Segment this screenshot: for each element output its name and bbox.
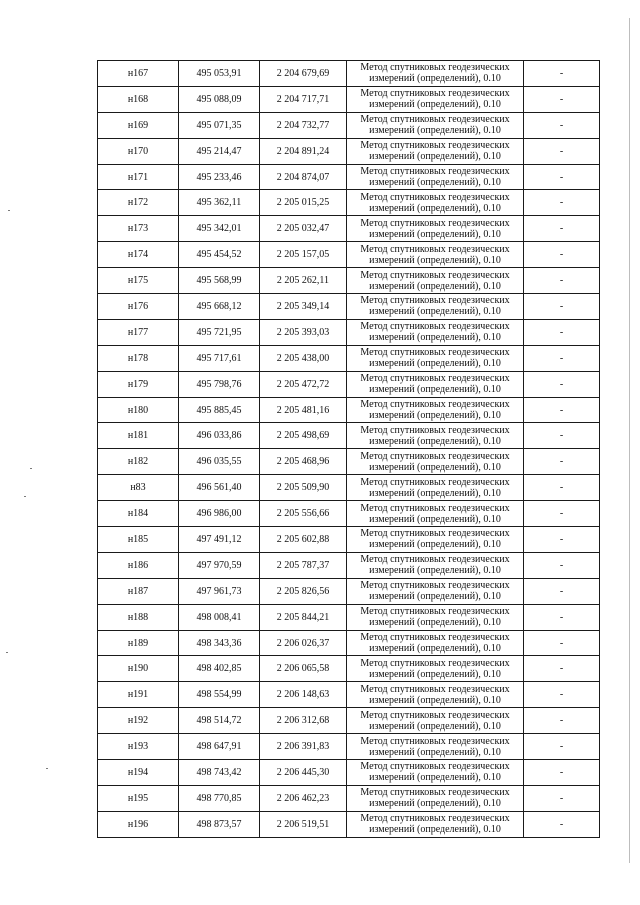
point-name-cell: н188 — [98, 604, 179, 630]
x-coordinate-cell: 496 033,86 — [179, 423, 260, 449]
method-text-line-1: Метод спутниковых геодезических — [360, 191, 510, 203]
x-coordinate-cell: 498 402,85 — [179, 656, 260, 682]
y-coordinate-cell: 2 205 556,66 — [260, 501, 347, 527]
point-name-cell: н194 — [98, 760, 179, 786]
point-name-cell: н195 — [98, 785, 179, 811]
method-text-line-1: Метод спутниковых геодезических — [360, 424, 510, 436]
method-cell — [347, 604, 524, 630]
x-coordinate-cell: 496 561,40 — [179, 475, 260, 501]
method-text-line-2: измерений (определений), 0.10 — [369, 125, 501, 137]
scan-speck — [24, 496, 26, 497]
method-text-line-1: Метод спутниковых геодезических — [360, 114, 510, 126]
table-row — [98, 552, 600, 578]
table-row — [98, 708, 600, 734]
note-cell: - — [524, 449, 600, 475]
y-coordinate-cell: 2 204 679,69 — [260, 61, 347, 87]
method-text-line-1: Метод спутниковых геодезических — [360, 166, 510, 177]
method-cell — [347, 552, 524, 578]
method-text-line-1: Метод спутниковых геодезических — [360, 554, 510, 566]
x-coordinate-cell: 498 343,36 — [179, 630, 260, 656]
table-row — [98, 682, 600, 708]
scan-speck — [30, 468, 32, 469]
point-name-cell: н169 — [98, 112, 179, 138]
method-text-line-1: Метод спутниковых геодезических — [360, 243, 510, 255]
method-cell — [347, 760, 524, 786]
y-coordinate-cell: 2 205 844,21 — [260, 604, 347, 630]
y-coordinate-cell: 2 205 472,72 — [260, 371, 347, 397]
table-row — [98, 294, 600, 320]
method-text-line-1: Метод спутниковых геодезических — [360, 295, 510, 307]
point-name-cell: н83 — [98, 475, 179, 501]
method-cell — [347, 319, 524, 345]
table-row — [98, 61, 600, 87]
y-coordinate-cell: 2 204 717,71 — [260, 86, 347, 112]
method-cell — [347, 371, 524, 397]
point-name-cell: н177 — [98, 319, 179, 345]
method-text-line-1: Метод спутниковых геодезических — [360, 269, 510, 281]
x-coordinate-cell: 498 647,91 — [179, 734, 260, 760]
y-coordinate-cell: 2 206 065,58 — [260, 656, 347, 682]
x-coordinate-cell: 495 362,11 — [179, 190, 260, 216]
method-text-line-2: измерений (определений), 0.10 — [369, 487, 501, 499]
x-coordinate-cell: 495 071,35 — [179, 112, 260, 138]
note-cell: - — [524, 475, 600, 501]
method-text-line-1: Метод спутниковых геодезических — [360, 502, 510, 514]
y-coordinate-cell: 2 204 732,77 — [260, 112, 347, 138]
note-cell: - — [524, 294, 600, 320]
point-name-cell: н173 — [98, 216, 179, 242]
method-text-line-2: измерений (определений), 0.10 — [369, 513, 501, 525]
x-coordinate-cell: 495 088,09 — [179, 86, 260, 112]
method-text-line-1: Метод спутниковых геодезических — [360, 88, 510, 100]
method-text-line-1: Метод спутниковых геодезических — [360, 217, 510, 229]
x-coordinate-cell: 498 554,99 — [179, 682, 260, 708]
table-row — [98, 760, 600, 786]
method-text-line-1: Метод спутниковых геодезических — [360, 580, 510, 592]
method-text-line-2: измерений (определений), 0.10 — [369, 772, 501, 784]
table-row — [98, 242, 600, 268]
point-name-cell: н168 — [98, 86, 179, 112]
method-text-line-2: измерений (определений), 0.10 — [369, 461, 501, 473]
note-cell: - — [524, 164, 600, 190]
point-name-cell: н191 — [98, 682, 179, 708]
y-coordinate-cell: 2 206 519,51 — [260, 811, 347, 837]
x-coordinate-cell: 495 454,52 — [179, 242, 260, 268]
point-name-cell: н178 — [98, 345, 179, 371]
method-text-line-2: измерений (определений), 0.10 — [369, 668, 501, 680]
method-cell — [347, 630, 524, 656]
note-cell: - — [524, 708, 600, 734]
method-text-line-1: Метод спутниковых геодезических — [360, 683, 510, 695]
method-cell — [347, 423, 524, 449]
method-text-line-1: Метод спутниковых геодезических — [360, 321, 510, 333]
method-text-line-1: Метод спутниковых геодезических — [360, 450, 510, 462]
method-text-line-1: Метод спутниковых геодезических — [360, 62, 510, 74]
y-coordinate-cell: 2 205 498,69 — [260, 423, 347, 449]
method-cell — [347, 164, 524, 190]
method-text-line-2: измерений (определений), 0.10 — [369, 824, 501, 836]
note-cell: - — [524, 242, 600, 268]
method-cell — [347, 190, 524, 216]
table-row — [98, 86, 600, 112]
method-text-line-1: Метод спутниковых геодезических — [360, 813, 510, 825]
note-cell: - — [524, 268, 600, 294]
method-text-line-1: Метод спутниковых геодезических — [360, 528, 510, 540]
table-row — [98, 501, 600, 527]
note-cell: - — [524, 319, 600, 345]
x-coordinate-cell: 495 798,76 — [179, 371, 260, 397]
method-text-line-1: Метод спутниковых геодезических — [360, 761, 510, 773]
method-text-line-1: Метод спутниковых геодезических — [360, 735, 510, 747]
method-cell — [347, 86, 524, 112]
method-cell — [347, 294, 524, 320]
x-coordinate-cell: 498 770,85 — [179, 785, 260, 811]
note-cell: - — [524, 397, 600, 423]
method-text-line-2: измерений (определений), 0.10 — [369, 565, 501, 577]
x-coordinate-cell: 495 053,91 — [179, 61, 260, 87]
method-cell — [347, 708, 524, 734]
table-row — [98, 319, 600, 345]
table-row — [98, 811, 600, 837]
note-cell: - — [524, 656, 600, 682]
method-text-line-2: измерений (определений), 0.10 — [369, 643, 501, 655]
point-name-cell: н187 — [98, 578, 179, 604]
y-coordinate-cell: 2 205 509,90 — [260, 475, 347, 501]
method-text-line-2: измерений (определений), 0.10 — [369, 746, 501, 758]
table-row — [98, 164, 600, 190]
method-text-line-1: Метод спутниковых геодезических — [360, 373, 510, 385]
method-cell — [347, 578, 524, 604]
x-coordinate-cell: 498 514,72 — [179, 708, 260, 734]
method-text-line-1: Метод спутниковых геодезических — [360, 709, 510, 721]
note-cell: - — [524, 371, 600, 397]
method-cell — [347, 242, 524, 268]
method-text-line-2: измерений (определений), 0.10 — [369, 798, 501, 810]
note-cell: - — [524, 86, 600, 112]
method-text-line-2: измерений (определений), 0.10 — [369, 332, 501, 344]
method-cell — [347, 656, 524, 682]
note-cell: - — [524, 682, 600, 708]
y-coordinate-cell: 2 205 032,47 — [260, 216, 347, 242]
method-text-line-2: измерений (определений), 0.10 — [369, 99, 501, 111]
note-cell: - — [524, 190, 600, 216]
note-cell: - — [524, 345, 600, 371]
scan-speck — [6, 652, 8, 653]
method-text-line-2: измерений (определений), 0.10 — [369, 694, 501, 706]
y-coordinate-cell: 2 205 468,96 — [260, 449, 347, 475]
table-row — [98, 423, 600, 449]
method-text-line-2: измерений (определений), 0.10 — [369, 177, 501, 188]
method-cell — [347, 112, 524, 138]
scan-edge-line — [629, 18, 630, 863]
point-name-cell: н175 — [98, 268, 179, 294]
y-coordinate-cell: 2 205 157,05 — [260, 242, 347, 268]
method-text-line-2: измерений (определений), 0.10 — [369, 384, 501, 396]
method-cell — [347, 397, 524, 423]
table-row — [98, 190, 600, 216]
y-coordinate-cell: 2 205 826,56 — [260, 578, 347, 604]
point-name-cell: н181 — [98, 423, 179, 449]
method-cell — [347, 216, 524, 242]
y-coordinate-cell: 2 206 462,23 — [260, 785, 347, 811]
method-text-line-2: измерений (определений), 0.10 — [369, 202, 501, 214]
method-cell — [347, 811, 524, 837]
scan-speck — [46, 768, 48, 769]
x-coordinate-cell: 495 717,61 — [179, 345, 260, 371]
point-name-cell: н170 — [98, 138, 179, 164]
x-coordinate-cell: 496 035,55 — [179, 449, 260, 475]
method-cell — [347, 682, 524, 708]
method-text-line-1: Метод спутниковых геодезических — [360, 399, 510, 411]
point-name-cell: н186 — [98, 552, 179, 578]
point-name-cell: н180 — [98, 397, 179, 423]
x-coordinate-cell: 498 008,41 — [179, 604, 260, 630]
point-name-cell: н182 — [98, 449, 179, 475]
point-name-cell: н192 — [98, 708, 179, 734]
note-cell: - — [524, 501, 600, 527]
table-row — [98, 656, 600, 682]
method-text-line-2: измерений (определений), 0.10 — [369, 254, 501, 266]
table-row — [98, 475, 600, 501]
method-text-line-2: измерений (определений), 0.10 — [369, 306, 501, 318]
method-cell — [347, 61, 524, 87]
note-cell: - — [524, 552, 600, 578]
method-cell — [347, 527, 524, 553]
x-coordinate-cell: 496 986,00 — [179, 501, 260, 527]
note-cell: - — [524, 578, 600, 604]
table-row — [98, 397, 600, 423]
table-row — [98, 630, 600, 656]
coordinates-table — [97, 60, 600, 838]
table-row — [98, 449, 600, 475]
table-row — [98, 734, 600, 760]
method-text-line-2: измерений (определений), 0.10 — [369, 151, 501, 163]
x-coordinate-cell: 495 885,45 — [179, 397, 260, 423]
y-coordinate-cell: 2 205 438,00 — [260, 345, 347, 371]
method-text-line-2: измерений (определений), 0.10 — [369, 280, 501, 292]
table-row — [98, 112, 600, 138]
table-row — [98, 578, 600, 604]
method-text-line-2: измерений (определений), 0.10 — [369, 73, 501, 85]
note-cell: - — [524, 527, 600, 553]
table-row — [98, 785, 600, 811]
y-coordinate-cell: 2 205 787,37 — [260, 552, 347, 578]
y-coordinate-cell: 2 206 312,68 — [260, 708, 347, 734]
note-cell: - — [524, 138, 600, 164]
scan-speck — [8, 210, 10, 211]
note-cell: - — [524, 630, 600, 656]
method-text-line-2: измерений (определений), 0.10 — [369, 410, 501, 422]
y-coordinate-cell: 2 205 481,16 — [260, 397, 347, 423]
point-name-cell: н193 — [98, 734, 179, 760]
table-row — [98, 527, 600, 553]
x-coordinate-cell: 497 961,73 — [179, 578, 260, 604]
method-cell — [347, 734, 524, 760]
x-coordinate-cell: 495 721,95 — [179, 319, 260, 345]
y-coordinate-cell: 2 206 026,37 — [260, 630, 347, 656]
y-coordinate-cell: 2 205 349,14 — [260, 294, 347, 320]
method-cell — [347, 449, 524, 475]
y-coordinate-cell: 2 204 874,07 — [260, 164, 347, 190]
point-name-cell: н184 — [98, 501, 179, 527]
point-name-cell: н174 — [98, 242, 179, 268]
note-cell: - — [524, 734, 600, 760]
coordinates-table-body — [98, 61, 600, 838]
note-cell: - — [524, 604, 600, 630]
x-coordinate-cell: 495 342,01 — [179, 216, 260, 242]
table-row — [98, 371, 600, 397]
point-name-cell: н190 — [98, 656, 179, 682]
y-coordinate-cell: 2 205 393,03 — [260, 319, 347, 345]
method-text-line-1: Метод спутниковых геодезических — [360, 787, 510, 799]
method-cell — [347, 345, 524, 371]
method-text-line-1: Метод спутниковых геодезических — [360, 347, 510, 359]
note-cell: - — [524, 811, 600, 837]
method-text-line-2: измерений (определений), 0.10 — [369, 539, 501, 551]
table-row — [98, 345, 600, 371]
method-cell — [347, 268, 524, 294]
x-coordinate-cell: 495 214,47 — [179, 138, 260, 164]
point-name-cell: н185 — [98, 527, 179, 553]
note-cell: - — [524, 216, 600, 242]
x-coordinate-cell: 498 873,57 — [179, 811, 260, 837]
method-text-line-2: измерений (определений), 0.10 — [369, 358, 501, 370]
method-cell — [347, 501, 524, 527]
method-text-line-2: измерений (определений), 0.10 — [369, 228, 501, 240]
method-text-line-1: Метод спутниковых геодезических — [360, 140, 510, 152]
point-name-cell: н179 — [98, 371, 179, 397]
y-coordinate-cell: 2 205 015,25 — [260, 190, 347, 216]
point-name-cell: н172 — [98, 190, 179, 216]
point-name-cell: н189 — [98, 630, 179, 656]
method-text-line-1: Метод спутниковых геодезических — [360, 476, 510, 488]
method-cell — [347, 138, 524, 164]
note-cell: - — [524, 785, 600, 811]
note-cell: - — [524, 760, 600, 786]
y-coordinate-cell: 2 206 391,83 — [260, 734, 347, 760]
y-coordinate-cell: 2 205 602,88 — [260, 527, 347, 553]
table-row — [98, 268, 600, 294]
table-row — [98, 604, 600, 630]
y-coordinate-cell: 2 206 148,63 — [260, 682, 347, 708]
x-coordinate-cell: 497 970,59 — [179, 552, 260, 578]
point-name-cell: н196 — [98, 811, 179, 837]
method-text-line-1: Метод спутниковых геодезических — [360, 606, 510, 618]
method-cell — [347, 475, 524, 501]
table-row — [98, 138, 600, 164]
method-text-line-1: Метод спутниковых геодезических — [360, 632, 510, 644]
point-name-cell: н167 — [98, 61, 179, 87]
point-name-cell: н176 — [98, 294, 179, 320]
y-coordinate-cell: 2 206 445,30 — [260, 760, 347, 786]
x-coordinate-cell: 497 491,12 — [179, 527, 260, 553]
x-coordinate-cell: 495 568,99 — [179, 268, 260, 294]
method-cell — [347, 785, 524, 811]
note-cell: - — [524, 61, 600, 87]
table-row — [98, 216, 600, 242]
method-text-line-1: Метод спутниковых геодезических — [360, 657, 510, 669]
note-cell: - — [524, 423, 600, 449]
note-cell: - — [524, 112, 600, 138]
y-coordinate-cell: 2 205 262,11 — [260, 268, 347, 294]
x-coordinate-cell: 495 668,12 — [179, 294, 260, 320]
y-coordinate-cell: 2 204 891,24 — [260, 138, 347, 164]
method-text-line-2: измерений (определений), 0.10 — [369, 617, 501, 629]
x-coordinate-cell: 495 233,46 — [179, 164, 260, 190]
x-coordinate-cell: 498 743,42 — [179, 760, 260, 786]
point-name-cell: н171 — [98, 164, 179, 190]
method-text-line-2: измерений (определений), 0.10 — [369, 591, 501, 603]
method-text-line-2: измерений (определений), 0.10 — [369, 435, 501, 447]
method-text-line-2: измерений (определений), 0.10 — [369, 720, 501, 732]
